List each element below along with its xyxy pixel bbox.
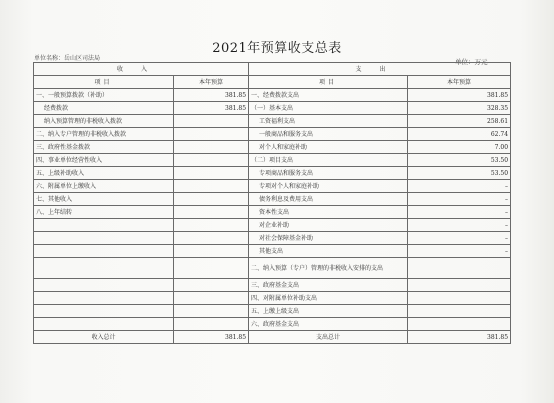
table-row [34,292,511,305]
expense-label: 专项对个人和家庭补助 [249,180,408,193]
expense-value: 53.50 [408,154,511,167]
income-value [174,318,249,331]
expense-label: 四、对附属单位补助支出 [249,292,408,305]
expense-item-header: 项目 [249,76,408,89]
expense-label: 对社会保障基金补助 [249,232,408,245]
expense-label: 一般商品和服务支出 [249,128,408,141]
expense-value [408,318,511,331]
income-value [174,232,249,245]
expense-budget-header: 本年预算 [408,76,511,89]
table-row [34,115,511,128]
expense-value: 7.00 [408,141,511,154]
expense-value: 53.50 [408,167,511,180]
expense-value: – [408,232,511,245]
income-value [174,219,249,232]
budget-summary-table [33,62,511,344]
expense-value [408,279,511,292]
table-row [34,167,511,180]
expense-value: – [408,180,511,193]
expense-label: 一、经费拨款支出 [249,89,408,102]
table-row [34,154,511,167]
expense-label: 对个人和家庭补助 [249,141,408,154]
expense-label: 债务利息及费用支出 [249,193,408,206]
income-value [174,245,249,258]
income-label [34,292,174,305]
totals-row [34,331,511,344]
expense-label: 二、纳入预算（专户）管理的非税收入安排的支出 [249,258,408,279]
expense-value: – [408,219,511,232]
table-row [34,128,511,141]
income-label [34,219,174,232]
income-value: 381.85 [174,89,249,102]
expense-label: 对企业补助 [249,219,408,232]
expense-total-label: 支出总计 [249,331,408,344]
income-value [174,128,249,141]
expense-label: 专项商品和服务支出 [249,167,408,180]
table-row [34,258,511,279]
income-label: 三、政府性基金拨款 [34,141,174,154]
income-item-header: 项目 [34,76,174,89]
income-value [174,154,249,167]
expense-label: （一）基本支出 [249,102,408,115]
expense-value [408,305,511,318]
expense-value: 381.85 [408,89,511,102]
table-row [34,245,511,258]
income-label: 一、一般预算拨款（补助） [34,89,174,102]
income-label [34,258,174,279]
expense-value: – [408,245,511,258]
income-value: 381.85 [174,102,249,115]
table-row [34,180,511,193]
expense-label: 六、政府基金支出 [249,318,408,331]
income-value [174,305,249,318]
expense-label: 资本性支出 [249,206,408,219]
income-value [174,258,249,279]
table-subheader-row [34,76,511,89]
income-label: 六、附属单位上缴收入 [34,180,174,193]
table-row [34,279,511,292]
table-row [34,141,511,154]
income-header: 收入 [34,63,249,76]
expense-value: 62.74 [408,128,511,141]
income-value [174,206,249,219]
income-label: 纳入预算管理的非税收入拨款 [34,115,174,128]
income-value [174,115,249,128]
income-label [34,232,174,245]
income-value [174,180,249,193]
page-title: 2021年预算收支总表 [212,41,342,56]
expense-label: （二）项目支出 [249,154,408,167]
expense-header: 支出 [249,63,511,76]
income-label: 四、事业单位经营性收入 [34,154,174,167]
expense-label: 其他支出 [249,245,408,258]
income-label [34,318,174,331]
income-budget-header: 本年预算 [174,76,249,89]
table-header-row [34,63,511,76]
table-row [34,219,511,232]
income-label [34,279,174,292]
expense-value: 328.35 [408,102,511,115]
table-row [34,193,511,206]
income-label: 二、纳入专户管理的非税收入拨款 [34,128,174,141]
income-label [34,305,174,318]
expense-label: 五、上缴上级支出 [249,305,408,318]
income-label: 五、上级补助收入 [34,167,174,180]
income-total-label: 收入总计 [34,331,174,344]
expense-value: 258.61 [408,115,511,128]
expense-label: 三、政府基金支出 [249,279,408,292]
unit-name-label: 单位名称：岳山区司法局 [34,55,101,62]
expense-total-value: 381.85 [408,331,511,344]
currency-unit-label: 单位：万元 [455,58,488,66]
income-value [174,279,249,292]
income-label [34,245,174,258]
income-value [174,292,249,305]
income-value [174,141,249,154]
table-row [34,89,511,102]
expense-value: – [408,193,511,206]
table-row [34,206,511,219]
income-label: 经费拨款 [34,102,174,115]
table-row [34,102,511,115]
income-label: 八、上年结转 [34,206,174,219]
income-value [174,193,249,206]
table-row [34,305,511,318]
income-value [174,167,249,180]
expense-value: – [408,206,511,219]
income-total-value: 381.85 [174,331,249,344]
expense-label: 工资福利支出 [249,115,408,128]
expense-value [408,258,511,279]
table-row [34,232,511,245]
expense-value [408,292,511,305]
income-label: 七、其他收入 [34,193,174,206]
table-row [34,318,511,331]
